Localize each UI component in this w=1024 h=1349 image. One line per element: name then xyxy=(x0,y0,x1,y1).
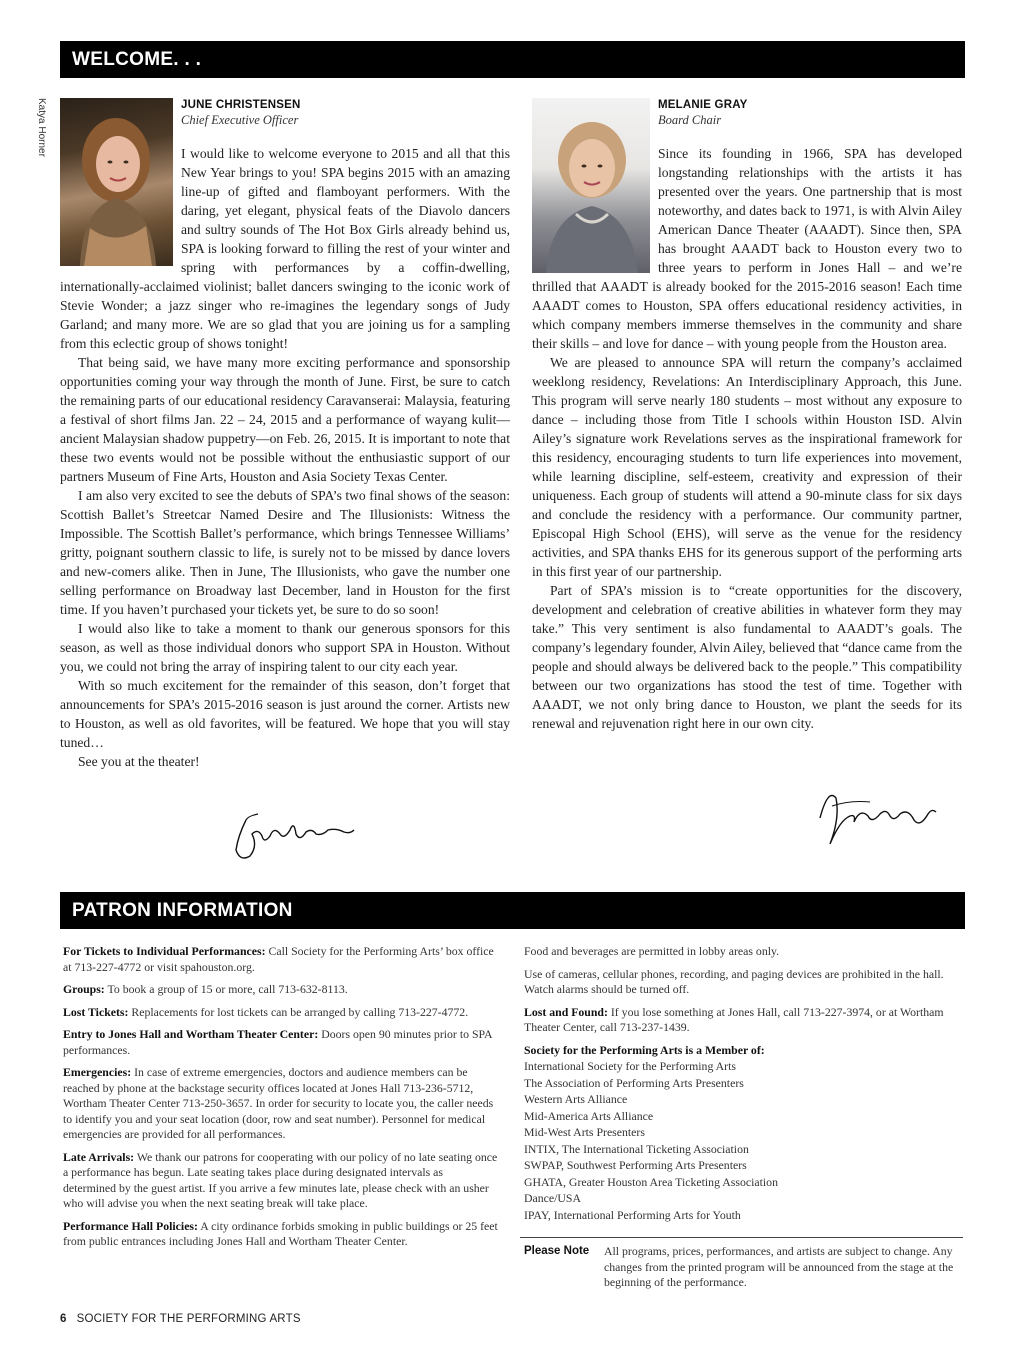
patron-item: Emergencies: In case of extreme emergencies, doctors and audience members can be reached by phone at the backstage security offices located at Jones Hall 713-236-5712, Wortham Theater Center 713-250-3657. In order for security to locate you, the caller needs to identify you and your seat location (door, row and seat number). Personnel for medical emergencies are provided for all performances. xyxy=(63,1065,494,1141)
june-signoff: See you at the theater! xyxy=(78,754,200,769)
patron-item: For Tickets to Individual Performances: Call Society for the Performing Arts’ box office at 713-227-4772 or visit spahouston.org. xyxy=(63,944,494,974)
please-note-text: All programs, prices, performances, and artists are subject to change. Any changes from the printed program will be announced from the stage at the beginning of the performance. xyxy=(604,1244,954,1289)
welcome-header xyxy=(60,41,965,78)
patron-item: Performance Hall Policies: A city ordinance forbids smoking in public buildings or 25 feet from public entrances including Jones Hall and Wortham Theater Center. xyxy=(63,1218,498,1248)
member-item: Dance/USA xyxy=(524,1191,582,1205)
patron-item: Lost Tickets: Replacements for lost tickets can be arranged by calling 713-227-4772. xyxy=(63,1004,469,1019)
welcome-title: WELCOME. . . xyxy=(72,48,202,70)
june-paragraph: With so much excitement for the remainder of this season, don’t forget that announcements for SPA’s 2015-2016 season is just around the corner. Artists new to Houston, as well as old favorites, will be featured. We hope that you will stay tuned… xyxy=(60,678,510,750)
patron-left-column xyxy=(63,944,498,1257)
member-item: Western Arts Alliance xyxy=(524,1092,628,1106)
lost-and-found: Lost and Found: If you lose something at Jones Hall, call 713-227-3974, or at Wortham Theater Center, call 713-237-1439. xyxy=(524,1004,944,1034)
member-item: SWPAP, Southwest Performing Arts Presenters xyxy=(524,1158,747,1172)
melanie-name: MELANIE GRAY xyxy=(658,99,748,111)
please-note-box xyxy=(520,1237,963,1291)
june-role: Chief Executive Officer xyxy=(181,113,299,127)
patron-item: Groups: To book a group of 15 or more, call 713-632-8113. xyxy=(63,982,348,996)
member-item: INTIX, The International Ticketing Association xyxy=(524,1141,749,1156)
june-byline xyxy=(181,98,301,128)
june-paragraph: I am also very excited to see the debuts of SPA’s two final shows of the season: Scottish Ballet’s Streetcar Named Desire and The Illusionists: Witness the Impossible. The Scottish Ballet’s performance, which brings Tennessee Williams’ gritty, poignant southern classic to life, is surely not to be missed by dance lovers and new-comers alike. Then in June, The Illusionists, who gave the number one selling performance on Broadway last December, land in Houston for the first time. If you haven’t purchased your tickets yet, be sure to do so soon! xyxy=(60,488,510,617)
june-signature xyxy=(228,806,358,869)
page-footer xyxy=(60,1313,301,1325)
june-paragraph: I would also like to take a moment to thank our generous sponsors for this season, as well as those individual donors who support SPA in Houston. Without you, we could not bring the array of inspiring talent to our city each year. xyxy=(60,621,510,674)
photo-credit: Katya Horner xyxy=(36,98,47,157)
june-paragraph: I would like to welcome everyone to 2015 and all that this New Year brings to you! SPA begins 2015 with an amazing line-up of gifted and flamboyant performers. With the daring, yet elegant, physical feats of the Diavolo dancers and sultry sounds of The Hot Box Girls already behind us, SPA is looking forward to filling the rest of your winter and spring with performances by a coffin-dwelling, internationally-acclaimed violinist; ballet dancers swinging to the iconic work of Stevie Wonder; a jazz singer who re-imagines the legendary songs of Judy Garland; and many more. We are so glad that you are joining us for a sampling from this eclectic group of shows tonight! xyxy=(60,146,510,351)
june-name: JUNE CHRISTENSEN xyxy=(181,99,301,111)
june-letter xyxy=(60,144,510,771)
melanie-paragraph: We are pleased to announce SPA will return the company’s acclaimed weeklong residency, Revelations: An Interdisciplinary Approach, this June. This program will serve nearly 180 students – most without any exposure to dance – including those from Title I schools within Houston ISD. Alvin Ailey’s signature work Revelations serves as the inspirational framework for this residency, encouraging students to turn life experiences into movement, while learning discipline, self-esteem, creativity and expression of their uniqueness. Each group of students will attend a 90-minute class for six days and conclude the residency with a performance. Our community partner, Episcopal High School (EHS), will serve as the venue for the residency activities, and SPA thanks EHS for its generous support of the performing arts in this first year of our partnership. xyxy=(532,355,962,579)
member-item: IPAY, International Performing Arts for Youth xyxy=(524,1207,741,1222)
melanie-byline xyxy=(658,98,748,128)
patron-note: Food and beverages are permitted in lobby areas only. xyxy=(524,944,780,958)
member-item: Mid-West Arts Presenters xyxy=(524,1125,645,1139)
melanie-paragraph: Since its founding in 1966, SPA has developed longstanding relationships with the artists it has presented over the years. One partnership that is most noteworthy, and dates back to 1971, is with Alvin Ailey American Dance Theater (AAADT). Since then, SPA has brought AAADT back to Houston every two to three years to perform in Jones Hall – and we’re thrilled that AAADT is already booked for the 2015-2016 season! Each time AAADT comes to Houston, SPA offers educational residency activities, in which company members immerse themselves in the community and share their skills – and love for dance – with young people from the Houston area. xyxy=(532,146,962,351)
members-title: Society for the Performing Arts is a Member of: xyxy=(524,1042,765,1057)
june-paragraph: That being said, we have many more exciting performance and sponsorship opportunities coming your way through the month of June. First, be sure to catch the remaining parts of our educational residency Caravanserai: Malaysia, featuring a festival of short films Jan. 22 – 24, 2015 and a performance of wayang kulit—ancient Malaysian shadow puppetry—on Feb. 26, 2015. It is important to note that these two events would not be possible without the enthusiastic support of our partners Museum of Fine Arts, Houston and Asia Society Texas Center. xyxy=(60,355,510,484)
please-note-label: Please Note xyxy=(524,1245,590,1257)
member-item: International Society for the Performing Arts xyxy=(524,1059,736,1073)
publication-name: SOCIETY FOR THE PERFORMING ARTS xyxy=(76,1313,301,1325)
patron-item: Entry to Jones Hall and Wortham Theater Center: Doors open 90 minutes prior to SPA performances. xyxy=(63,1027,492,1057)
patron-note: Use of cameras, cellular phones, recording, and paging devices are prohibited in the hall. Watch alarms should be turned off. xyxy=(524,966,944,996)
melanie-signature xyxy=(810,778,940,859)
patron-title: PATRON INFORMATION xyxy=(72,899,293,921)
melanie-paragraph: Part of SPA’s mission is to “create opportunities for the discovery, development and celebration of creative abilities in whatever form they may take.” This very sentiment is also fundamental to AAADT’s goals. The company’s legendary founder, Alvin Ailey, believed that “dance came from the people and should always be delivered back to the people.” This compatibility between our two organizations has stood the test of time. Together with AAADT, we not only bring dance to Houston, we plant the seeds for its renewal and rejuvenation right here in our own city. xyxy=(532,583,962,731)
patron-right-column xyxy=(524,944,964,1223)
patron-item: Late Arrivals: We thank our patrons for cooperating with our policy of no late seating once a performance has begun. Late seating takes place during designated intervals as determined by the guest artist. If you arrive a few minutes late, please check with an usher who will advise you when the next seating break will take place. xyxy=(63,1149,498,1210)
melanie-letter xyxy=(532,144,962,733)
member-item: The Association of Performing Arts Presenters xyxy=(524,1075,744,1090)
patron-header xyxy=(60,892,965,929)
members-list xyxy=(524,1058,964,1223)
member-item: GHATA, Greater Houston Area Ticketing Association xyxy=(524,1174,778,1189)
page-number: 6 xyxy=(60,1313,67,1325)
melanie-role: Board Chair xyxy=(658,113,722,127)
member-item: Mid-America Arts Alliance xyxy=(524,1108,654,1123)
